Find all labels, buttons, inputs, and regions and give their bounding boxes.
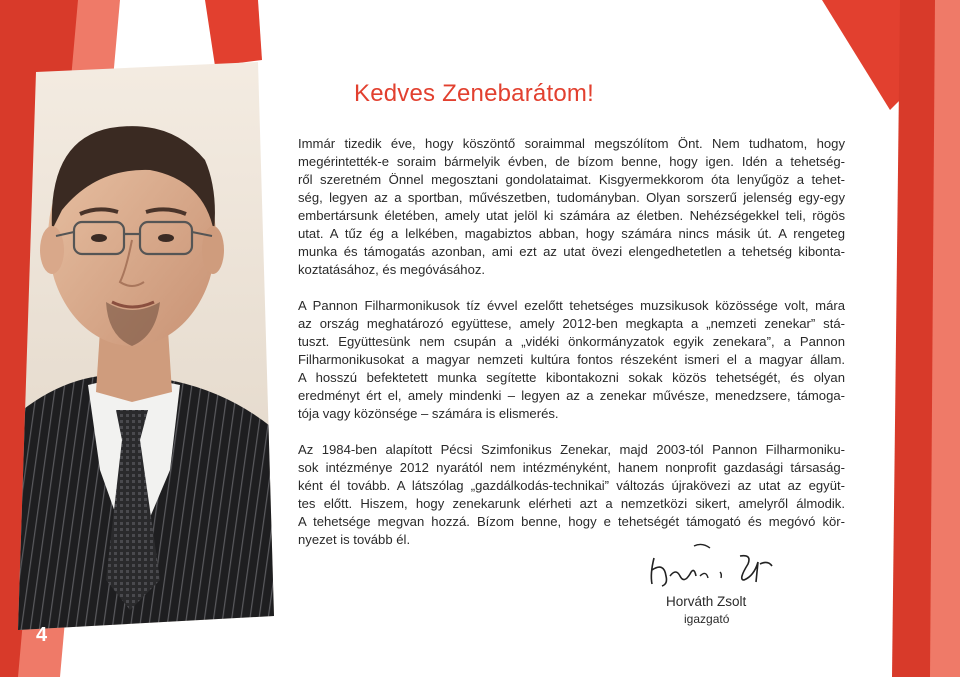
paragraph-1 bbox=[298, 135, 845, 279]
text-line: tes előtt. Hiszem, hogy zenekarunk elérheti azt a nemzetközi sikert, amelyről álmodik. bbox=[298, 496, 845, 511]
text-line: embertársunk életében, amely utat jelöl ki számára az életben. Nehézségekkel teli, rögös bbox=[298, 208, 845, 223]
text-line: A Pannon Filharmonikusok tíz évvel ezelőtt tehetséges muzsikusok közössége volt, mára bbox=[298, 298, 845, 313]
signer-name: Horváth Zsolt bbox=[666, 594, 747, 609]
text-line: Filharmonikusokat a magyar nemzeti kultúra fontos részeként ismeri el a magyar állam. bbox=[298, 352, 845, 367]
text-line: ként él tovább. A látszólag „gazdálkodás-technikai” változás újrakövezi az utat az együt- bbox=[298, 478, 845, 493]
handwritten-signature bbox=[640, 540, 780, 590]
text-line: koztatásához, és megóvásához. bbox=[298, 262, 486, 277]
text-line: Immár tizedik éve, hogy köszöntő soraimmal megszólítom Önt. Nem tudhatom, hogy bbox=[298, 136, 845, 151]
text-line: Az 1984-ben alapított Pécsi Szimfonikus Zenekar, majd 2003-tól Pannon Filharmoniku- bbox=[298, 442, 845, 457]
letter-body bbox=[298, 135, 845, 549]
text-line: eredményt ért el, amely mindenki – legyen az a zenekar művésze, menedzsere, támoga- bbox=[298, 388, 845, 403]
text-line: A hosszú befektetett munka segítette kibontakozni sokak közös tehetségét, és olyan bbox=[298, 370, 845, 385]
text-line: az ország meghatározó együttese, amely 2012-ben megkapta a „nemzeti zenekar” stá- bbox=[298, 316, 845, 331]
paragraph-3 bbox=[298, 441, 845, 549]
text-line: utat. A tűz ég a lelkében, magabiztos abban, hogy számára nincs másik út. A rengeteg bbox=[298, 226, 845, 241]
text-line: sok intézménye 2012 nyarától nem intézményként, hanem nonprofit gazdasági társaság- bbox=[298, 460, 845, 475]
text-line: munka és támogatás azonban, ami ezt az utat övezi elengedhetetlen a tehetség kibonta- bbox=[298, 244, 845, 259]
text-line: nyezet is tovább él. bbox=[298, 532, 411, 547]
text-line: ről szeretném Önnel megosztani gondolataimat. Kisgyermekkorom óta lenyűgöz a tehet- bbox=[298, 172, 845, 187]
page-title: Kedves Zenebarátom! bbox=[354, 80, 594, 107]
signer-role: igazgató bbox=[684, 612, 730, 626]
page-number: 4 bbox=[36, 624, 48, 646]
text-line: ség, legyen az a sportban, művészetben, tudományban. Olyan sorszerű jelenség egy-egy bbox=[298, 190, 845, 205]
text-line: tuszt. Együttesünk nem csupán a „vidéki önkormányzatok egyik zenekara”, a Pannon bbox=[298, 334, 845, 349]
text-line: A tehetsége megvan hozzá. Bízom benne, hogy e tehetségét támogató és megóvó kör- bbox=[298, 514, 845, 529]
text-line: tója vagy közönsége – számára is elismerés. bbox=[298, 406, 559, 421]
paragraph-2 bbox=[298, 297, 845, 423]
text-line: megérintették-e soraim bármelyik évben, de bízom benne, hogy igen. Idén a tehetség- bbox=[298, 154, 845, 169]
